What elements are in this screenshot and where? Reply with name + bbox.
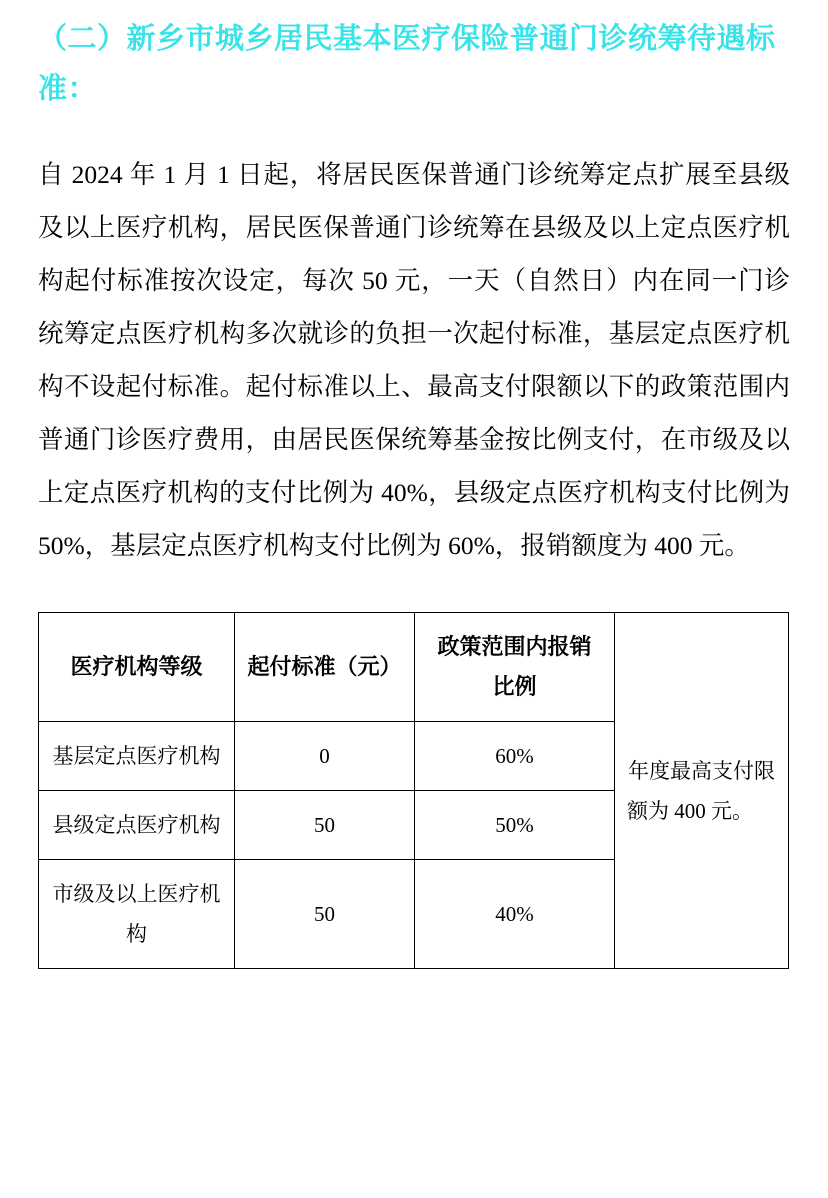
outpatient-benefit-table	[38, 612, 789, 969]
cell-deductible: 0	[235, 722, 415, 791]
cell-reimbursement-ratio: 50%	[415, 791, 615, 860]
cell-deductible: 50	[235, 860, 415, 969]
table-header-row	[39, 613, 789, 722]
body-paragraph: 自 2024 年 1 月 1 日起，将居民医保普通门诊统筹定点扩展至县级及以上医疗机构，居民医保普通门诊统筹在县级及以上定点医疗机构起付标准按次设定，每次 50 元，一天（自然日）内在同一门诊统筹定点医疗机构多次就诊的负担一次起付标准，基层定点医疗机构不设起付标准。起付标准以上、最高支付限额以下的政策范围内普通门诊医疗费用，由居民医保统筹基金按比例支付，在市级及以上定点医疗机构的支付比例为 40%，县级定点医疗机构支付比例为 50%，基层定点医疗机构支付比例为 60%，报销额度为 400 元。	[38, 160, 790, 560]
table-header-reimbursement-ratio: 政策范围内报销比例	[415, 613, 615, 722]
table-header-institution-level: 医疗机构等级	[39, 613, 235, 722]
cell-institution-level: 基层定点医疗机构	[39, 722, 235, 791]
cell-deductible: 50	[235, 791, 415, 860]
cell-institution-level: 县级定点医疗机构	[39, 791, 235, 860]
table-note-annual-limit: 年度最高支付限额为 400 元。	[615, 613, 789, 969]
table-header-deductible: 起付标准（元）	[235, 613, 415, 722]
page-title: （二）新乡市城乡居民基本医疗保险普通门诊统筹待遇标准：	[38, 23, 776, 105]
cell-reimbursement-ratio: 60%	[415, 722, 615, 791]
cell-institution-level: 市级及以上医疗机构	[39, 860, 235, 969]
cell-reimbursement-ratio: 40%	[415, 860, 615, 969]
